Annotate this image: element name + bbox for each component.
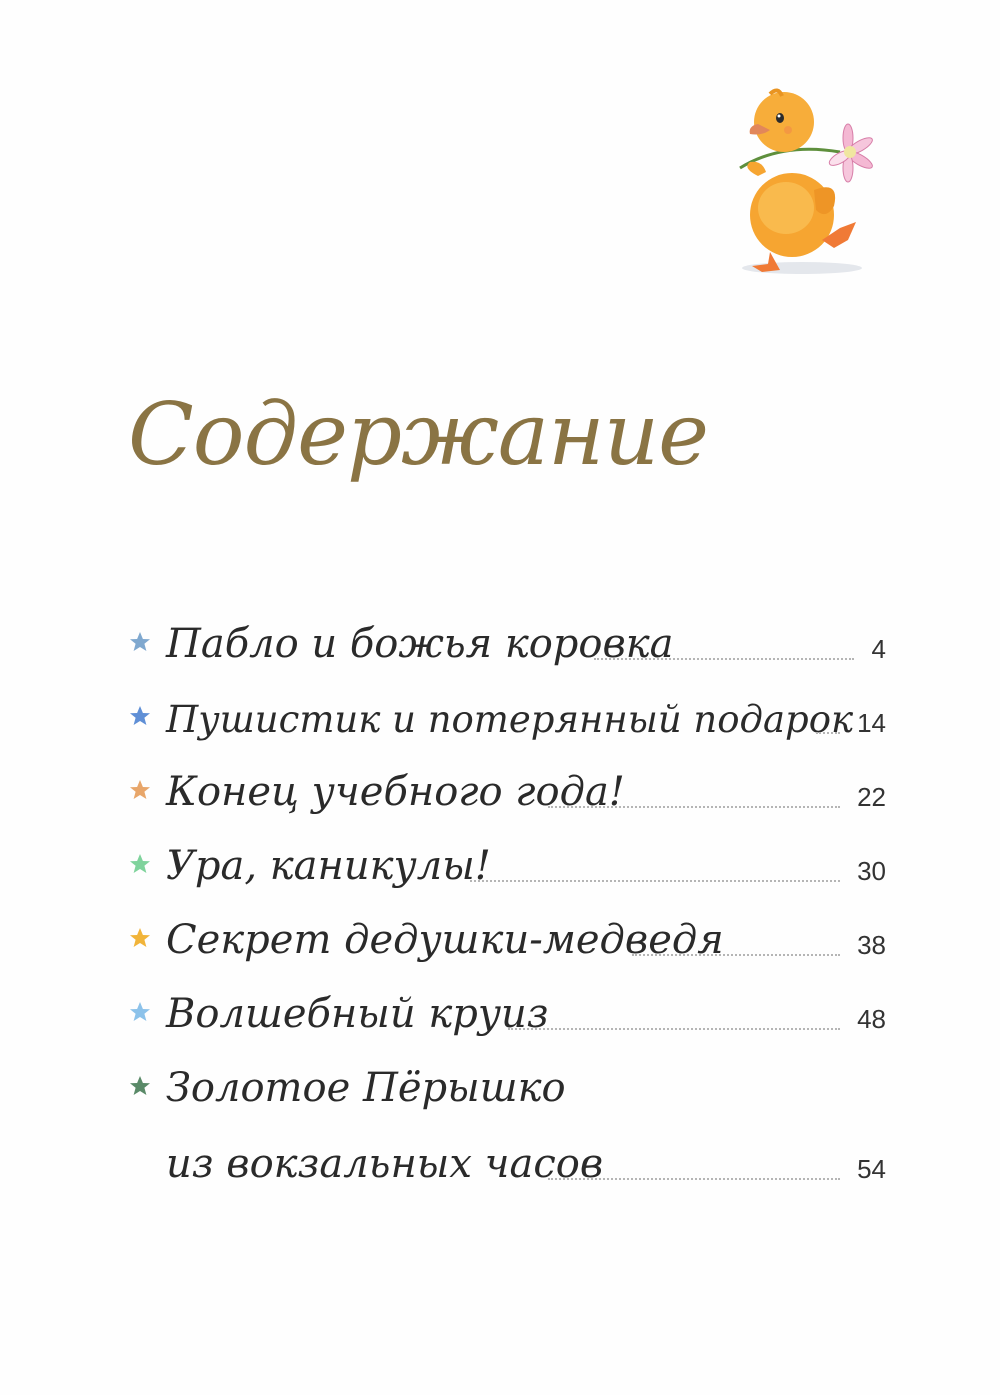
toc-page-number: 38: [857, 930, 886, 960]
toc-entry[interactable]: [128, 1060, 888, 1112]
toc-entry[interactable]: [128, 616, 888, 668]
toc-entry-title: Пабло и божья коровка: [166, 621, 674, 667]
toc-entry[interactable]: [128, 912, 888, 964]
dotted-leader: [548, 806, 840, 808]
toc-entry-continuation[interactable]: [128, 1136, 888, 1188]
toc-entry-title: Секрет дедушки-медведя: [166, 917, 724, 963]
toc-entry[interactable]: [128, 764, 888, 816]
dotted-leader: [508, 1028, 840, 1030]
toc-entry-title-line2: из вокзальных часов: [166, 1141, 604, 1187]
star-icon: [128, 1000, 152, 1024]
dotted-leader: [548, 1178, 840, 1180]
toc-entry-title: Ура, каникулы!: [166, 843, 491, 889]
toc-entry[interactable]: [128, 838, 888, 890]
duckling-with-flower-icon: [722, 80, 882, 280]
toc-entry[interactable]: [128, 986, 888, 1038]
star-icon: [128, 704, 152, 728]
toc-entry-title: Волшебный круиз: [166, 991, 549, 1037]
toc-page-number: 4: [871, 634, 886, 664]
star-icon: [128, 852, 152, 876]
toc-entry-title: Конец учебного года!: [166, 769, 625, 815]
dotted-leader: [470, 880, 840, 882]
toc-page-number: 54: [857, 1154, 886, 1184]
dotted-leader: [632, 954, 840, 956]
dotted-leader: [816, 732, 840, 734]
toc-entry[interactable]: [128, 690, 888, 742]
toc-entry-title-line1: Золотое Пёрышко: [166, 1065, 566, 1111]
dotted-leader: [594, 658, 854, 660]
toc-page-number: 14: [857, 708, 886, 738]
toc-page-number: 30: [857, 856, 886, 886]
page-title: Содержание: [128, 385, 708, 485]
star-icon: [128, 1074, 152, 1098]
toc-page-number: 48: [857, 1004, 886, 1034]
toc-page-number: 22: [857, 782, 886, 812]
star-icon: [128, 630, 152, 654]
toc-entry-title: Пушистик и потерянный подарок: [166, 698, 854, 741]
star-icon: [128, 778, 152, 802]
star-icon: [128, 926, 152, 950]
